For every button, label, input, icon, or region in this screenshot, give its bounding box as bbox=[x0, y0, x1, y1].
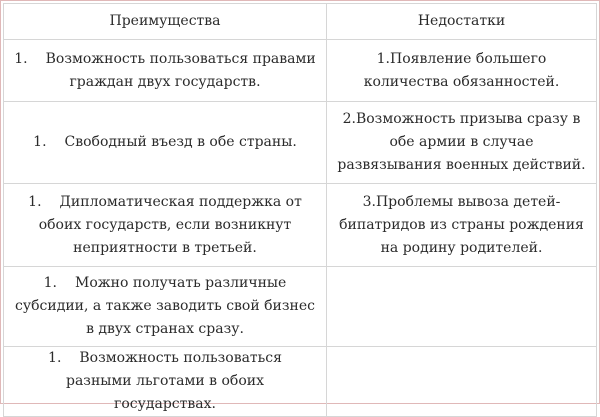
advantage-number: 1. bbox=[14, 50, 28, 67]
disadvantage-text: 2.Возможность призыва сразу в обе армии в случае развязывания военных действий. bbox=[337, 111, 586, 173]
advantage-text: Можно получать различные субсидии, а также заводить свой бизнес в двух странах сразу. bbox=[15, 275, 315, 337]
advantage-cell bbox=[4, 102, 327, 184]
table-row bbox=[4, 267, 597, 347]
advantage-text: Возможность пользоваться разными льготами в обоих государствах. bbox=[66, 350, 282, 412]
advantage-number: 1. bbox=[33, 134, 47, 150]
disadvantage-cell bbox=[327, 40, 597, 102]
header-advantages: Преимущества bbox=[4, 4, 327, 40]
advantage-number: 1. bbox=[43, 275, 57, 291]
comparison-table bbox=[3, 3, 597, 417]
advantage-cell bbox=[4, 184, 327, 267]
advantage-cell bbox=[4, 267, 327, 347]
advantage-text: Свободный въезд в обе страны. bbox=[64, 134, 297, 150]
advantage-cell bbox=[4, 40, 327, 102]
table-row bbox=[4, 102, 597, 184]
table-row bbox=[4, 184, 597, 267]
advantage-number: 1. bbox=[48, 350, 62, 366]
advantage-number: 1. bbox=[28, 193, 42, 210]
advantage-text: Дипломатическая поддержка от обоих государств, если возникнут неприятности в третьей. bbox=[38, 193, 302, 256]
disadvantage-cell-empty bbox=[327, 267, 597, 347]
advantage-text: Возможность пользоваться правами граждан двух государств. bbox=[45, 50, 316, 90]
disadvantage-cell bbox=[327, 184, 597, 267]
table-row bbox=[4, 347, 597, 417]
advantage-cell bbox=[4, 347, 327, 417]
disadvantage-cell-empty bbox=[327, 347, 597, 417]
header-disadvantages: Недостатки bbox=[327, 4, 597, 40]
disadvantage-cell bbox=[327, 102, 597, 184]
disadvantage-text: 3.Проблемы вывоза детей-бипатридов из страны рождения на родину родителей. bbox=[339, 193, 584, 256]
disadvantage-text: 1.Появление большего количества обязанностей. bbox=[363, 50, 560, 90]
table-header-row bbox=[4, 4, 597, 40]
table-row bbox=[4, 40, 597, 102]
